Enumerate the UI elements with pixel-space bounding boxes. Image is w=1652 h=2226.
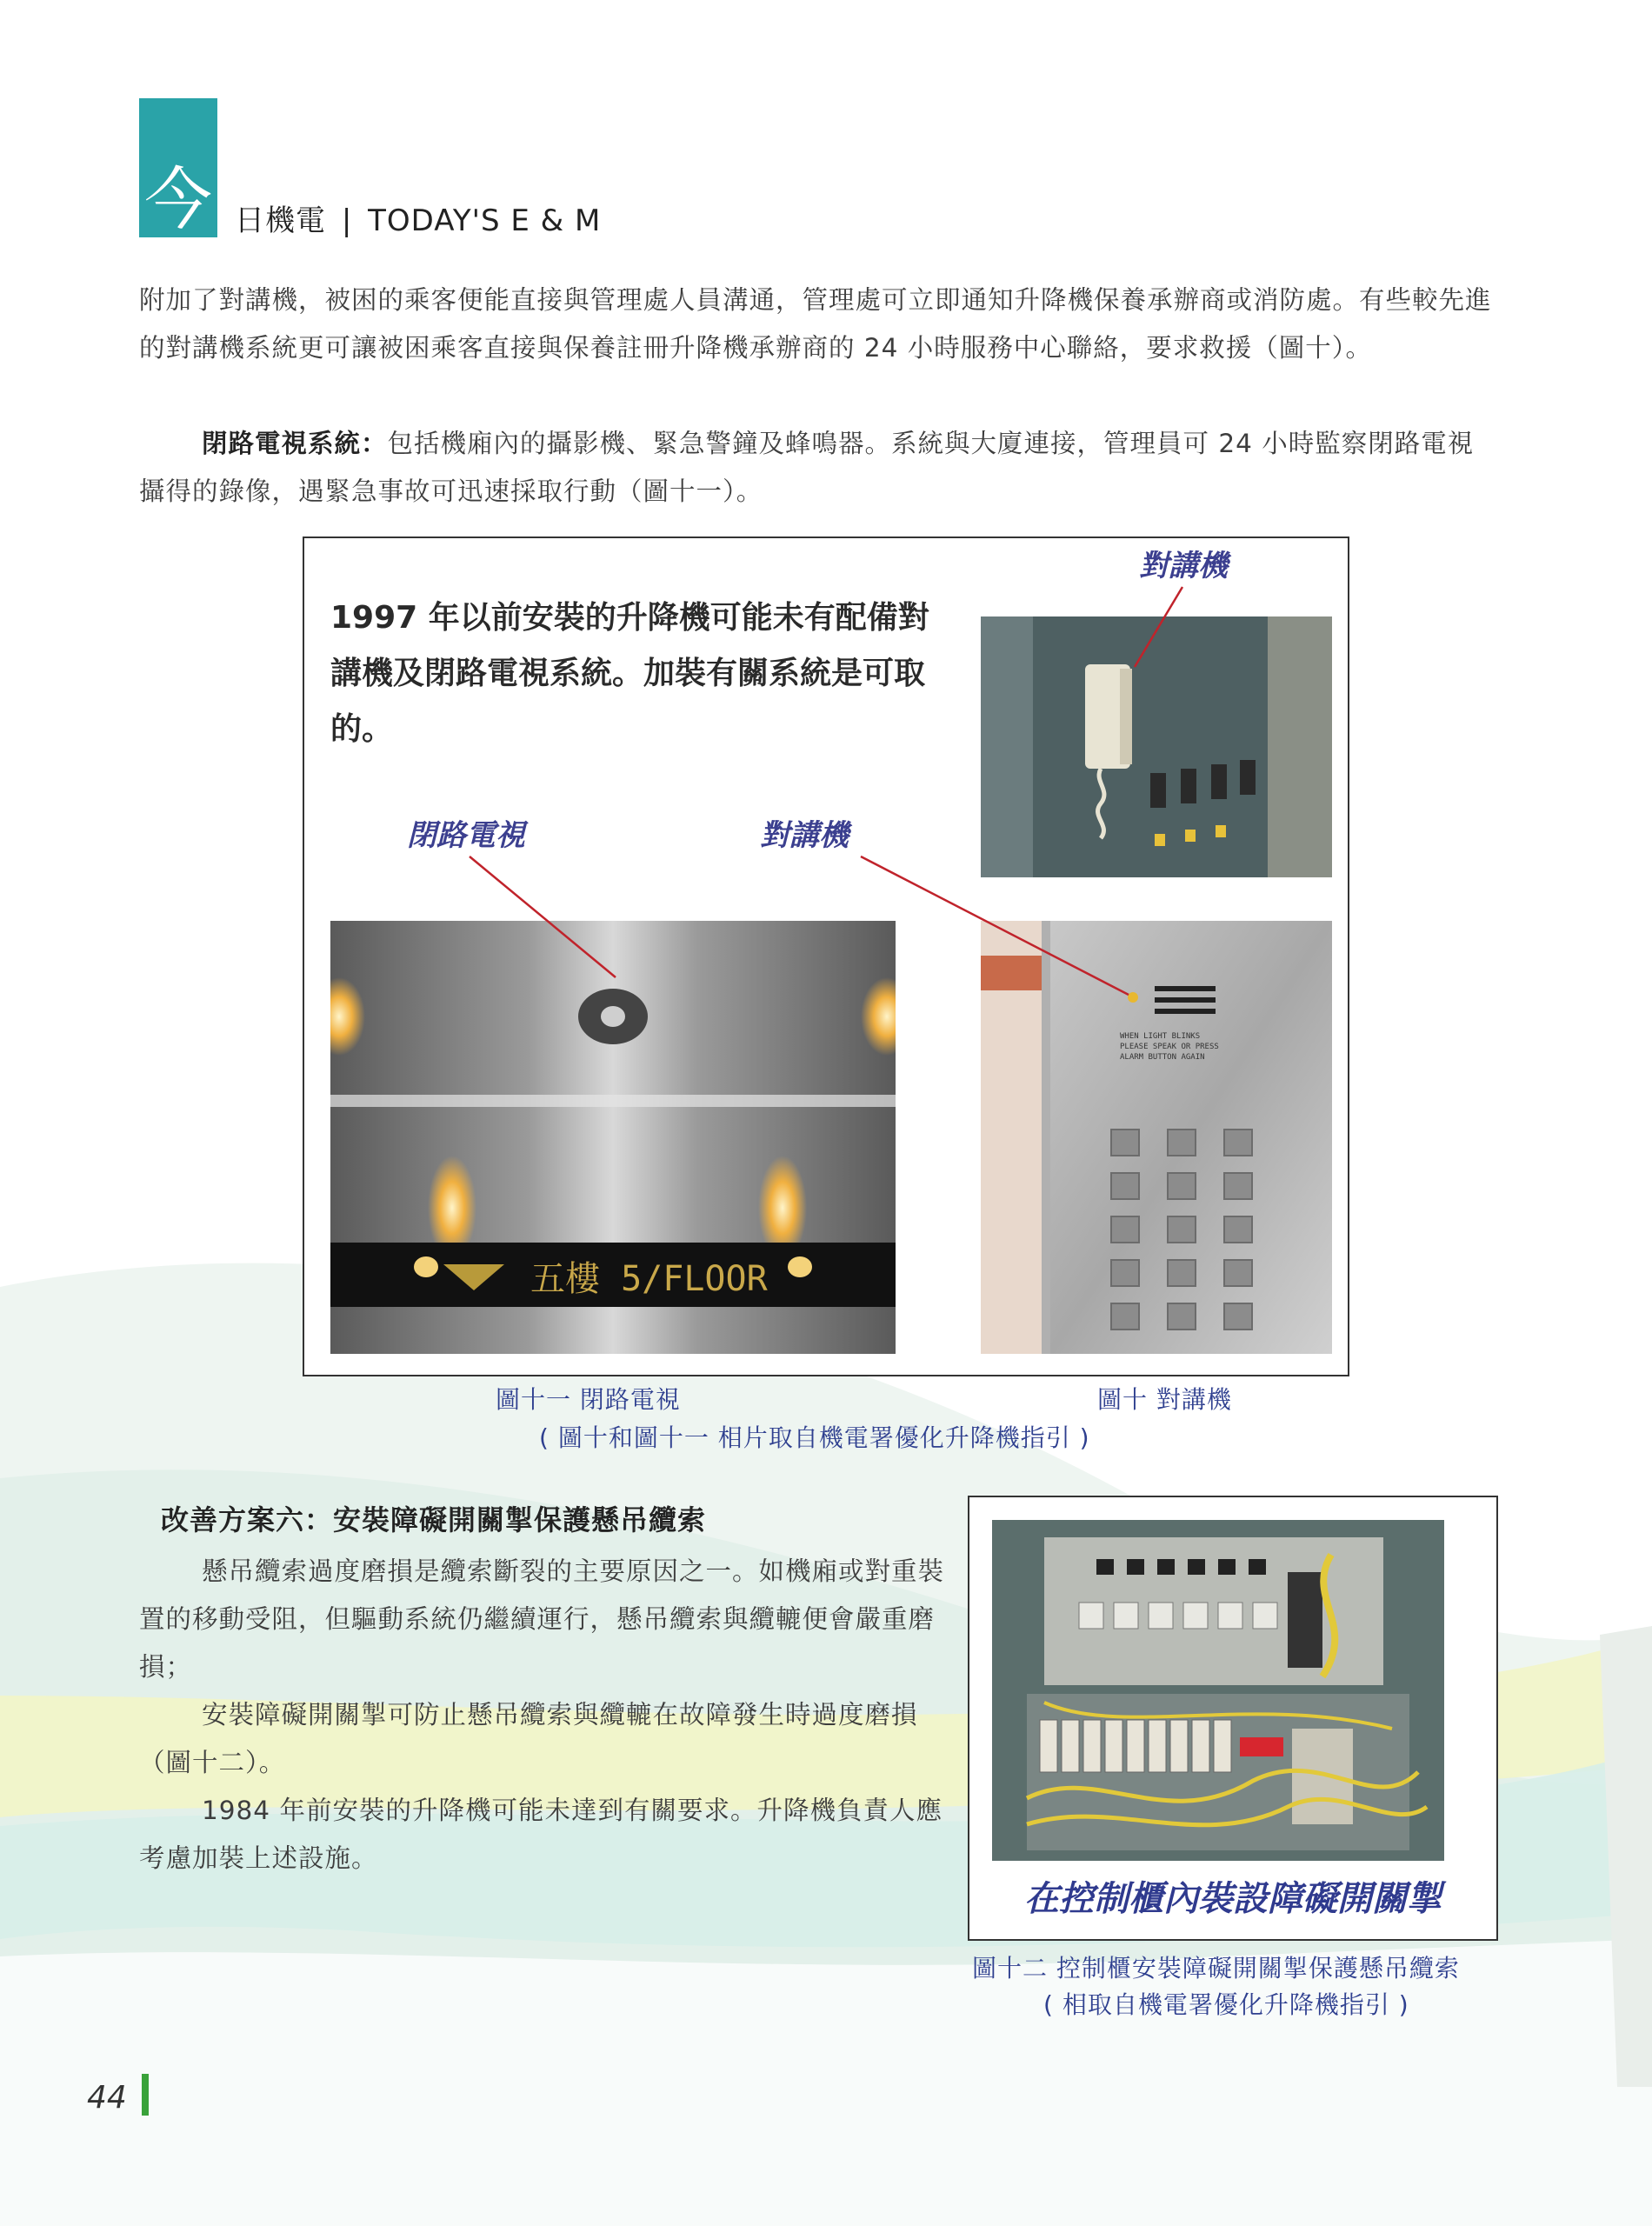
figure-control-cabinet (968, 1496, 1498, 1941)
caption-cctv: 圖十一 閉路電視 (496, 1385, 681, 1414)
callout-intercom-mid: 對講機 (760, 818, 849, 853)
cctv-photo (330, 921, 896, 1354)
page-number: 44 (87, 2080, 127, 2116)
intro-paragraph-cctv (139, 420, 1495, 516)
cctv-body: 包括機廂內的攝影機、緊急警鐘及蜂鳴器。系統與大廈連接，管理員可 24 小時監察閉路電視攝得的錄像，遇緊急事故可迅速採取行動（圖十一）。 (139, 429, 1475, 506)
figure-cctv-intercom (303, 537, 1349, 1376)
intercom-panel-photo (981, 921, 1332, 1354)
figure12-label: 在控制櫃內裝設障礙開關掣 (1024, 1879, 1442, 1919)
magazine-logo-box (139, 98, 217, 237)
section-six-paragraph-2: 安裝障礙開關掣可防止懸吊纜索與纜轆在故障發生時過度磨損（圖十二）。 (139, 1700, 918, 1777)
magazine-title-en: TODAY'S E & M (368, 203, 602, 238)
section-six-paragraph-1: 懸吊纜索過度磨損是纜索斷裂的主要原因之一。如機廂或對重裝置的移動受阻，但驅動系統仍繼續運行，懸吊纜索與纜轆便會嚴重磨損； (139, 1556, 945, 1682)
intro-paragraph-intercom: 附加了對講機，被困的乘客便能直接與管理處人員溝通，管理處可立即通知升降機保養承辦商或消防處。有些較先進的對講機系統更可讓被困乘客直接與保養註冊升降機承辦商的 24 小時服務中心聯絡，要求救援（圖十）。 (139, 285, 1492, 363)
title-separator: | (341, 203, 353, 238)
magazine-title-zh: 日機電 (235, 203, 326, 238)
section-six-title: 改善方案六：安裝障礙開關掣保護懸吊纜索 (161, 1503, 707, 1536)
floor-indicator-text: 五樓 5/FLOOR (530, 1259, 768, 1299)
figure-note: 1997 年以前安裝的升降機可能未有配備對講機及閉路電視系統。加裝有關系統是可取的。 (330, 600, 929, 747)
panel-text-line-1: WHEN LIGHT BLINKS (1120, 1032, 1201, 1041)
caption-intercom: 圖十 對講機 (1097, 1385, 1232, 1414)
page-number-bar (142, 2074, 149, 2116)
callout-cctv: 閉路電視 (407, 818, 525, 853)
caption-figure12-source: ( 相取自機電署優化升降機指引 ) (1043, 1990, 1409, 2019)
callout-intercom-top: 對講機 (1139, 549, 1228, 583)
caption-figure12: 圖十二 控制櫃安裝障礙開關掣保護懸吊纜索 (972, 1954, 1460, 1983)
cctv-heading: 閉路電視系統： (202, 429, 388, 458)
logo-character: 今 (143, 161, 212, 239)
section-six-paragraph-3: 1984 年前安裝的升降機可能未達到有關要求。升降機負責人應考慮加裝上述設施。 (139, 1796, 943, 1873)
caption-source-top: ( 圖十和圖十一 相片取自機電署優化升降機指引 ) (539, 1423, 1090, 1452)
intercom-photo (981, 616, 1332, 877)
control-cabinet-photo (992, 1520, 1444, 1861)
panel-text-line-3: ALARM BUTTON AGAIN (1120, 1053, 1205, 1062)
panel-text-line-2: PLEASE SPEAK OR PRESS (1120, 1043, 1219, 1051)
magazine-title (235, 197, 601, 239)
